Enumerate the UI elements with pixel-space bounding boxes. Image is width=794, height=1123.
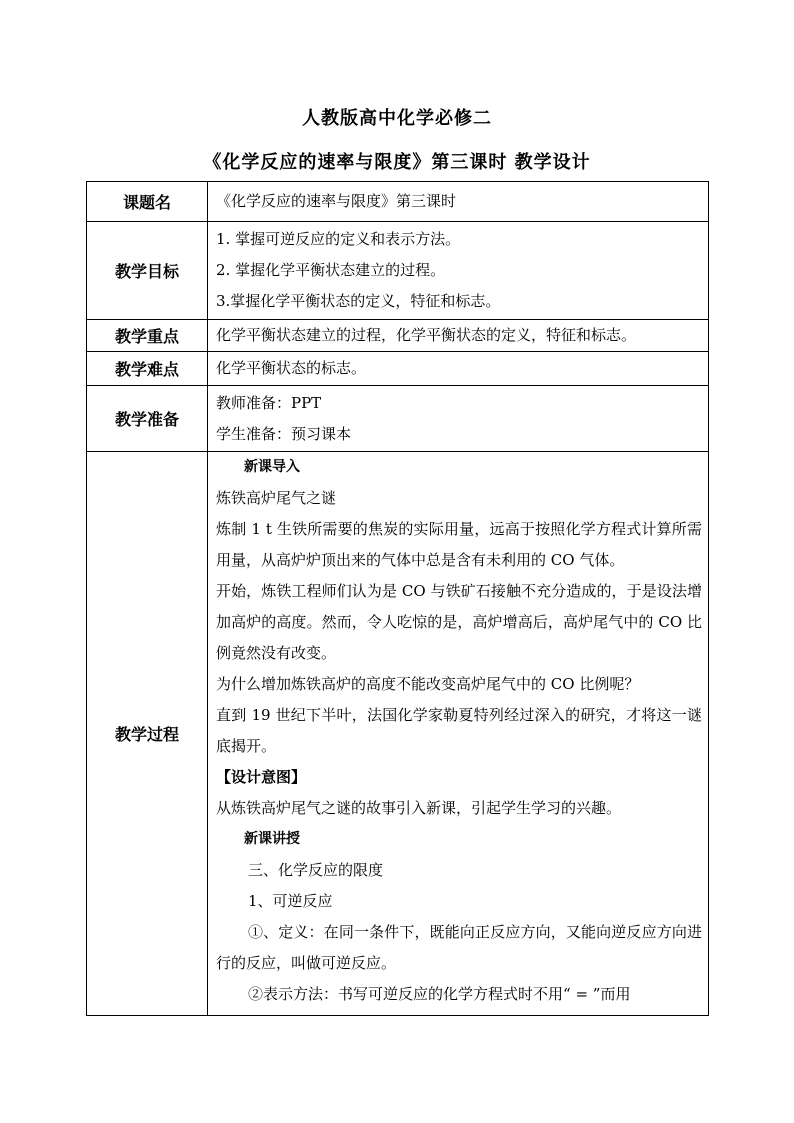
row-topic xyxy=(87,182,709,222)
row-objectives xyxy=(87,222,709,320)
topic-value: 《化学反应的速率与限度》第三课时 xyxy=(208,182,709,222)
intro-heading: 新课导入 xyxy=(244,459,300,475)
teacher-preparation: 教师准备：PPT xyxy=(216,393,322,412)
student-preparation: 学生准备：预习课本 xyxy=(216,424,352,443)
subsection-heading: 1、可逆反应 xyxy=(248,892,333,910)
lesson-plan-table xyxy=(86,181,709,1016)
process-content xyxy=(208,452,709,1016)
objective-item: 3.掌握化学平衡状态的定义，特征和标志。 xyxy=(216,292,501,310)
story-title: 炼铁高炉尾气之谜 xyxy=(216,489,337,507)
row-difficulties xyxy=(87,352,709,386)
representation-paragraph: ②表示方法：书写可逆反应的化学方程式时不用“ = ”而用 xyxy=(248,985,631,1003)
row-process xyxy=(87,452,709,1016)
objectives-content xyxy=(208,222,709,320)
story-paragraph-2: 开始，炼铁工程师们认为是 CO 与铁矿石接触不充分造成的，于是设法增加高炉的高度。然而，令人吃惊的是，高炉增高后，高炉尾气中的 CO 比例竟然没有改变。 xyxy=(216,582,702,662)
preparation-label: 教学准备 xyxy=(87,386,208,452)
story-paragraph-4: 直到 19 世纪下半叶，法国化学家勒夏特列经过深入的研究，才将这一谜底揭开。 xyxy=(216,706,702,755)
process-label: 教学过程 xyxy=(87,452,208,1016)
document-subtitle: 《化学反应的速率与限度》第三课时 教学设计 xyxy=(203,152,591,173)
section-heading: 三、化学反应的限度 xyxy=(248,861,384,879)
design-intent-text: 从炼铁高炉尾气之谜的故事引入新课，引起学生学习的兴趣。 xyxy=(216,799,622,817)
objectives-label: 教学目标 xyxy=(87,222,208,320)
story-paragraph-1: 炼制 1 t 生铁所需要的焦炭的实际用量，远高于按照化学方程式计算所需用量，从高炉炉顶出来的气体中总是含有未利用的 CO 气体。 xyxy=(216,520,702,569)
row-key-points xyxy=(87,320,709,352)
preparation-content xyxy=(208,386,709,452)
objective-item: 1. 掌握可逆反应的定义和表示方法。 xyxy=(216,230,461,248)
difficulties-label: 教学难点 xyxy=(87,352,208,386)
definition-paragraph: ①、定义：在同一条件下，既能向正反应方向，又能向逆反应方向进行的反应，叫做可逆反应。 xyxy=(216,923,702,972)
design-intent-label: 【设计意图】 xyxy=(216,768,307,786)
key-points-value: 化学平衡状态建立的过程，化学平衡状态的定义，特征和标志。 xyxy=(208,320,709,352)
document-title: 人教版高中化学必修二 xyxy=(302,108,492,129)
key-points-label: 教学重点 xyxy=(87,320,208,352)
objective-item: 2. 掌握化学平衡状态建立的过程。 xyxy=(216,261,446,279)
row-preparation xyxy=(87,386,709,452)
topic-label: 课题名 xyxy=(87,182,208,222)
difficulties-value: 化学平衡状态的标志。 xyxy=(208,352,709,386)
lecture-heading: 新课讲授 xyxy=(244,831,300,847)
story-question: 为什么增加炼铁高炉的高度不能改变高炉尾气中的 CO 比例呢？ xyxy=(216,675,640,693)
